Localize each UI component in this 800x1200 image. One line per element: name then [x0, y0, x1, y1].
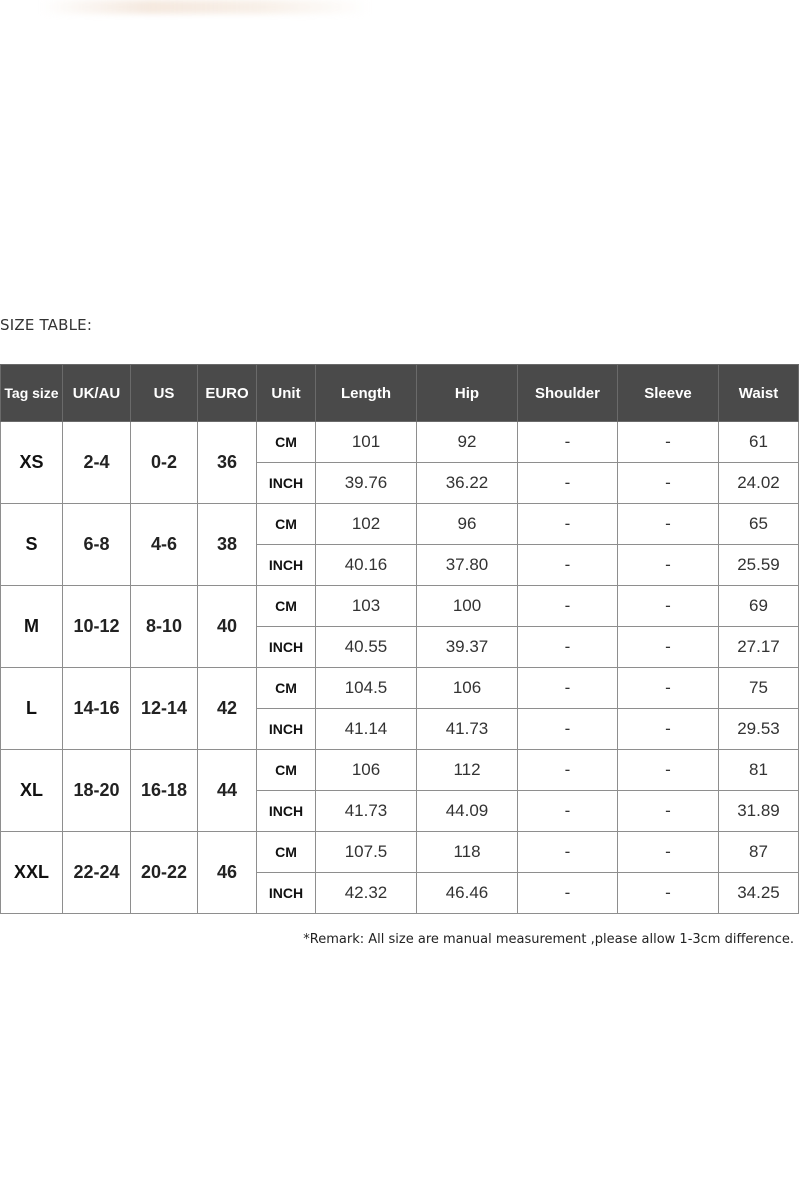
euro-cell: 38 [198, 504, 257, 586]
sleeve-cell: - [618, 668, 719, 709]
header-hip: Hip [417, 365, 518, 422]
unit-cell: INCH [257, 709, 316, 750]
tag-size-cell: XS [1, 422, 63, 504]
sleeve-cell: - [618, 586, 719, 627]
table-row-cm [1, 832, 799, 873]
table-row-cm [1, 422, 799, 463]
unit-cell: INCH [257, 463, 316, 504]
hip-cell: 36.22 [417, 463, 518, 504]
header-row [1, 365, 799, 422]
length-cell: 40.55 [316, 627, 417, 668]
size-table-title: SIZE TABLE: [0, 316, 93, 334]
length-cell: 42.32 [316, 873, 417, 914]
waist-cell: 81 [719, 750, 799, 791]
uk-au-cell: 10-12 [63, 586, 131, 668]
tag-size-cell: S [1, 504, 63, 586]
unit-cell: CM [257, 422, 316, 463]
unit-cell: INCH [257, 873, 316, 914]
hip-cell: 96 [417, 504, 518, 545]
sleeve-cell: - [618, 832, 719, 873]
shoulder-cell: - [518, 504, 618, 545]
unit-cell: CM [257, 832, 316, 873]
hip-cell: 39.37 [417, 627, 518, 668]
us-cell: 0-2 [131, 422, 198, 504]
waist-cell: 69 [719, 586, 799, 627]
length-cell: 102 [316, 504, 417, 545]
header-sleeve: Sleeve [618, 365, 719, 422]
unit-cell: CM [257, 668, 316, 709]
header-shoulder: Shoulder [518, 365, 618, 422]
uk-au-cell: 18-20 [63, 750, 131, 832]
hip-cell: 44.09 [417, 791, 518, 832]
sleeve-cell: - [618, 545, 719, 586]
uk-au-cell: 14-16 [63, 668, 131, 750]
shoulder-cell: - [518, 873, 618, 914]
size-table [0, 364, 799, 914]
shoulder-cell: - [518, 627, 618, 668]
header-unit: Unit [257, 365, 316, 422]
us-cell: 20-22 [131, 832, 198, 914]
length-cell: 104.5 [316, 668, 417, 709]
top-image-fragment [40, 0, 370, 14]
tag-size-cell: L [1, 668, 63, 750]
length-cell: 40.16 [316, 545, 417, 586]
sleeve-cell: - [618, 791, 719, 832]
sleeve-cell: - [618, 709, 719, 750]
header-us: US [131, 365, 198, 422]
euro-cell: 42 [198, 668, 257, 750]
waist-cell: 27.17 [719, 627, 799, 668]
shoulder-cell: - [518, 586, 618, 627]
unit-cell: INCH [257, 545, 316, 586]
hip-cell: 37.80 [417, 545, 518, 586]
shoulder-cell: - [518, 709, 618, 750]
unit-cell: CM [257, 750, 316, 791]
length-cell: 101 [316, 422, 417, 463]
waist-cell: 24.02 [719, 463, 799, 504]
table-row-cm [1, 504, 799, 545]
length-cell: 103 [316, 586, 417, 627]
shoulder-cell: - [518, 545, 618, 586]
waist-cell: 31.89 [719, 791, 799, 832]
header-tag-size: Tag size [1, 365, 63, 422]
length-cell: 107.5 [316, 832, 417, 873]
header-length: Length [316, 365, 417, 422]
waist-cell: 29.53 [719, 709, 799, 750]
length-cell: 41.14 [316, 709, 417, 750]
sleeve-cell: - [618, 422, 719, 463]
hip-cell: 106 [417, 668, 518, 709]
uk-au-cell: 6-8 [63, 504, 131, 586]
length-cell: 39.76 [316, 463, 417, 504]
table-row-cm [1, 586, 799, 627]
uk-au-cell: 22-24 [63, 832, 131, 914]
hip-cell: 92 [417, 422, 518, 463]
euro-cell: 46 [198, 832, 257, 914]
waist-cell: 87 [719, 832, 799, 873]
header-euro: EURO [198, 365, 257, 422]
us-cell: 16-18 [131, 750, 198, 832]
us-cell: 8-10 [131, 586, 198, 668]
unit-cell: CM [257, 504, 316, 545]
length-cell: 41.73 [316, 791, 417, 832]
waist-cell: 34.25 [719, 873, 799, 914]
shoulder-cell: - [518, 750, 618, 791]
euro-cell: 36 [198, 422, 257, 504]
header-waist: Waist [719, 365, 799, 422]
tag-size-cell: XXL [1, 832, 63, 914]
shoulder-cell: - [518, 832, 618, 873]
length-cell: 106 [316, 750, 417, 791]
shoulder-cell: - [518, 422, 618, 463]
shoulder-cell: - [518, 668, 618, 709]
unit-cell: CM [257, 586, 316, 627]
unit-cell: INCH [257, 791, 316, 832]
header-uk-au: UK/AU [63, 365, 131, 422]
hip-cell: 118 [417, 832, 518, 873]
sleeve-cell: - [618, 750, 719, 791]
shoulder-cell: - [518, 463, 618, 504]
shoulder-cell: - [518, 791, 618, 832]
uk-au-cell: 2-4 [63, 422, 131, 504]
waist-cell: 25.59 [719, 545, 799, 586]
waist-cell: 61 [719, 422, 799, 463]
euro-cell: 40 [198, 586, 257, 668]
sleeve-cell: - [618, 463, 719, 504]
sleeve-cell: - [618, 873, 719, 914]
hip-cell: 100 [417, 586, 518, 627]
unit-cell: INCH [257, 627, 316, 668]
hip-cell: 46.46 [417, 873, 518, 914]
us-cell: 12-14 [131, 668, 198, 750]
table-row-cm [1, 750, 799, 791]
waist-cell: 75 [719, 668, 799, 709]
euro-cell: 44 [198, 750, 257, 832]
tag-size-cell: XL [1, 750, 63, 832]
us-cell: 4-6 [131, 504, 198, 586]
sleeve-cell: - [618, 504, 719, 545]
tag-size-cell: M [1, 586, 63, 668]
sleeve-cell: - [618, 627, 719, 668]
table-row-cm [1, 668, 799, 709]
waist-cell: 65 [719, 504, 799, 545]
hip-cell: 112 [417, 750, 518, 791]
hip-cell: 41.73 [417, 709, 518, 750]
remark-note: *Remark: All size are manual measurement ,please allow 1-3cm difference. [303, 932, 794, 947]
